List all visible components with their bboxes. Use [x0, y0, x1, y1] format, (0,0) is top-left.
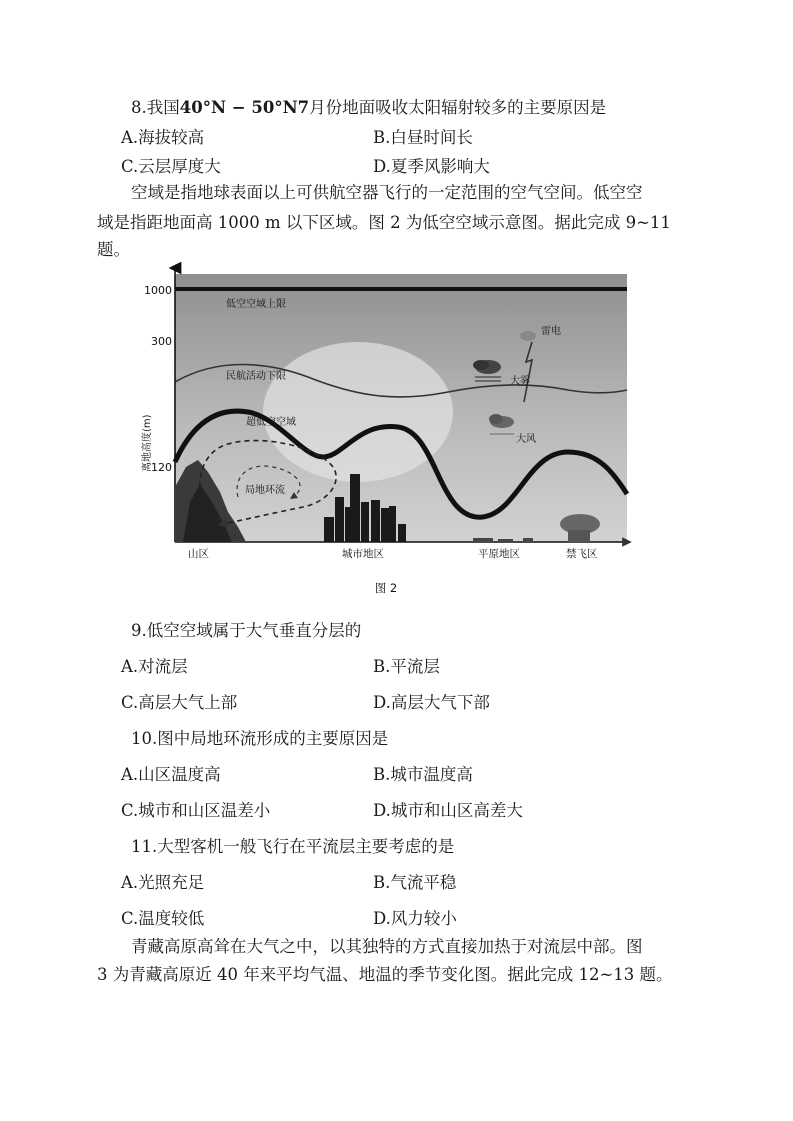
- intro1-line3: 题。: [97, 240, 130, 259]
- q8-stem-prefix: 8.我国: [131, 98, 180, 117]
- label-fog: 大雾: [510, 376, 530, 387]
- q8-option-b[interactable]: B.白昼时间长: [373, 128, 473, 147]
- q9-option-d[interactable]: D.高层大气下部: [373, 693, 490, 712]
- y-tick-300: 300: [151, 335, 172, 348]
- q11-option-a[interactable]: A.光照充足: [121, 873, 205, 892]
- q8-stem: [131, 98, 606, 118]
- q10-stem: 10.图中局地环流形成的主要原因是: [131, 729, 389, 748]
- x-label-plain: 平原地区: [478, 548, 520, 560]
- label-ultra-low: 超低空空域: [246, 417, 296, 428]
- intro2-line1: 青藏高原高耸在大气之中，以其独特的方式直接加热于对流层中部。图: [131, 937, 643, 956]
- label-local-circulation: 局地环流: [245, 485, 285, 496]
- q8-stem-latitude: 40°N − 50°N7: [179, 98, 310, 117]
- q10-option-b[interactable]: B.城市温度高: [373, 765, 473, 784]
- label-civil-lower-limit: 民航活动下限: [226, 371, 286, 382]
- figure-bright-patch: [263, 342, 453, 482]
- label-thunder: 雷电: [541, 326, 561, 337]
- q11-option-c[interactable]: C.温度较低: [121, 909, 205, 928]
- label-upper-limit: 低空空域上限: [226, 299, 286, 310]
- figure-low-altitude-airspace: [128, 262, 638, 602]
- q10-option-d[interactable]: D.城市和山区高差大: [373, 801, 523, 820]
- figure-caption: 图 2: [374, 581, 398, 595]
- intro1-line1: 空域是指地球表面以上可供航空器飞行的一定范围的空气空间。低空空: [131, 183, 643, 202]
- y-tick-120: 120: [151, 461, 172, 474]
- q9-option-b[interactable]: B.平流层: [373, 657, 440, 676]
- q8-option-d[interactable]: D.夏季风影响大: [373, 157, 490, 176]
- y-axis-label: 离地高度(m): [142, 414, 153, 472]
- x-label-no-fly: 禁飞区: [566, 548, 598, 560]
- q11-stem: 11.大型客机一般飞行在平流层主要考虑的是: [131, 837, 455, 856]
- x-label-city: 城市地区: [342, 548, 384, 560]
- label-wind: 大风: [516, 434, 536, 445]
- q11-option-b[interactable]: B.气流平稳: [373, 873, 457, 892]
- q11-option-d[interactable]: D.风力较小: [373, 909, 457, 928]
- x-label-mountain: 山区: [188, 548, 209, 560]
- q9-option-c[interactable]: C.高层大气上部: [121, 693, 238, 712]
- q10-option-c[interactable]: C.城市和山区温差小: [121, 801, 271, 820]
- q9-stem: 9.低空空域属于大气垂直分层的: [131, 621, 362, 640]
- q8-option-a[interactable]: A.海拔较高: [121, 128, 205, 147]
- y-tick-1000: 1000: [144, 284, 172, 297]
- q9-option-a[interactable]: A.对流层: [121, 657, 188, 676]
- q10-option-a[interactable]: A.山区温度高: [121, 765, 221, 784]
- intro2-line2: 3 为青藏高原近 40 年来平均气温、地温的季节变化图。据此完成 12~13 题。: [97, 965, 673, 984]
- intro1-line2: 域是指距地面高 1000 m 以下区域。图 2 为低空空域示意图。据此完成 9~11: [97, 213, 671, 232]
- q8-option-c[interactable]: C.云层厚度大: [121, 157, 221, 176]
- q8-stem-suffix: 月份地面吸收太阳辐射较多的主要原因是: [309, 98, 607, 117]
